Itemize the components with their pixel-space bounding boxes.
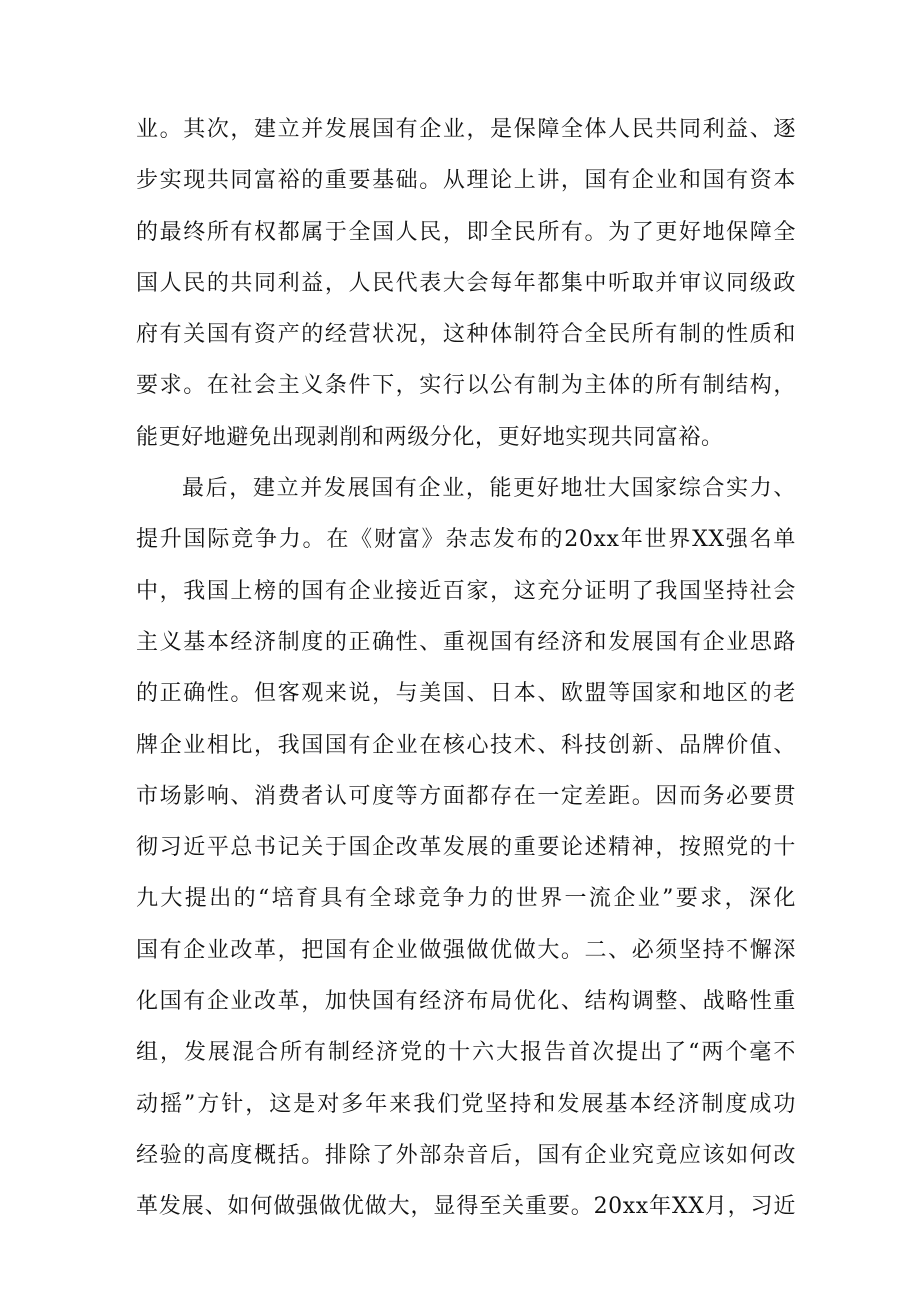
text-line: 经验的高度概括。排除了外部杂音后，国有企业究竟应该如何改 [136, 1142, 796, 1168]
text-line: 动摇”方针，这是对多年来我们党坚持和发展基本经济制度成功 [136, 1091, 796, 1117]
text-line: 中，我国上榜的国有企业接近百家，这充分证明了我国坚持社会 [136, 578, 796, 604]
document-body [136, 110, 796, 1239]
text-line: 主义基本经济制度的正确性、重视国有经济和发展国有企业思路 [136, 629, 796, 655]
text-line: 国人民的共同利益，人民代表大会每年都集中听取并审议同级政 [136, 270, 796, 296]
text-line: 最后，建立并发展国有企业，能更好地壮大国家综合实力、 [182, 476, 796, 502]
paragraph-1 [136, 110, 796, 469]
text-line: 府有关国有资产的经营状况，这种体制符合全民所有制的性质和 [136, 322, 796, 348]
text-line: 牌企业相比，我国国有企业在核心技术、科技创新、品牌价值、 [136, 732, 796, 758]
text-line: 九大提出的“培育具有全球竞争力的世界一流企业”要求，深化 [136, 886, 796, 912]
text-line: 市场影响、消费者认可度等方面都存在一定差距。因而务必要贯 [136, 783, 796, 809]
text-line: 彻习近平总书记关于国企改革发展的重要论述精神，按照党的十 [136, 835, 796, 861]
text-line: 组，发展混合所有制经济党的十六大报告首次提出了“两个毫不 [136, 1040, 796, 1066]
text-line: 的最终所有权都属于全国人民，即全民所有。为了更好地保障全 [136, 219, 796, 245]
text-line: 革发展、如何做强做优做大，显得至关重要。20xx年XX月，习近 [136, 1194, 796, 1220]
text-line: 能更好地避免出现剥削和两级分化，更好地实现共同富裕。 [136, 424, 724, 450]
text-line: 要求。在社会主义条件下，实行以公有制为主体的所有制结构， [136, 373, 796, 399]
text-line: 业。其次，建立并发展国有企业，是保障全体人民共同利益、逐 [136, 117, 796, 142]
text-line: 的正确性。但客观来说，与美国、日本、欧盟等国家和地区的老 [136, 681, 796, 707]
text-line: 提升国际竞争力。在《财富》杂志发布的20xx年世界XX强名单 [136, 527, 796, 553]
text-line: 步实现共同富裕的重要基础。从理论上讲，国有企业和国有资本 [136, 168, 796, 194]
text-line: 国有企业改革，把国有企业做强做优做大。二、必须坚持不懈深 [136, 937, 796, 963]
text-line: 化国有企业改革，加快国有经济布局优化、结构调整、战略性重 [136, 989, 796, 1015]
paragraph-2 [136, 469, 796, 1238]
